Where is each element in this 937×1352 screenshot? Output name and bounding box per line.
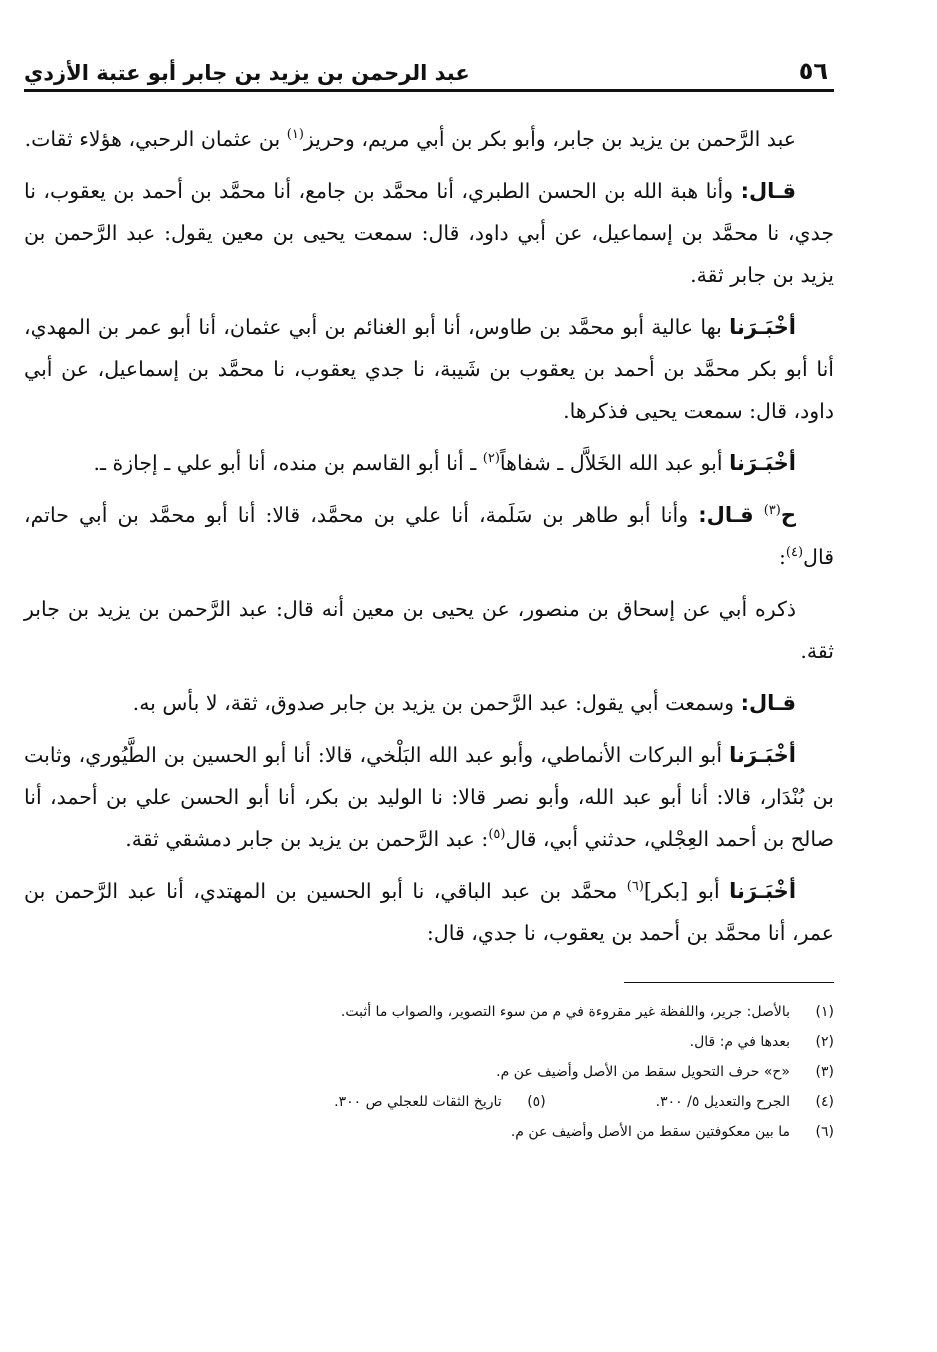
footnote-text: بالأصل: جرير، واللفظة غير مقروءة في م من سوء التصوير، والصواب ما أثبت. [340, 1004, 790, 1020]
paragraph-text: عبد الرَّحمن بن يزيد بن جابر، وأبو بكر بن أبي مريم، وحريز [303, 127, 796, 151]
footnote [24, 1027, 834, 1057]
footnote [24, 1117, 834, 1147]
paragraph-text: وأنا أبو طاهر بن سَلَمة، أنا علي بن محمَّد، قالا: أنا أبو محمَّد بن أبي حاتم، قال [24, 503, 834, 569]
footnote-number: (٥) [527, 1094, 546, 1110]
footnote-number: (٣) [815, 1064, 834, 1080]
paragraph [24, 682, 834, 724]
footnote-text: «ح» حرف التحويل سقط من الأصل وأضيف عن م. [496, 1064, 790, 1080]
main-text [24, 118, 834, 954]
page-header [24, 50, 834, 92]
footnote-text: الجرح والتعديل ٥/ ٣٠٠. [655, 1094, 790, 1110]
footnote-ref: (٢) [482, 451, 500, 467]
footnote-text: بعدها في م: قال. [689, 1034, 790, 1050]
page-number: ٥٦ [798, 57, 828, 85]
paragraph-text: : [778, 545, 786, 569]
paragraph-text: أبو [بكر] [643, 879, 730, 903]
paragraph [24, 870, 834, 954]
paragraph-text: ـ أنا أبو القاسم بن منده، أنا أبو علي ـ إجازة ـ. [93, 451, 483, 475]
paragraph-lead: أخْبَـرَنا [729, 879, 797, 903]
paragraph [24, 306, 834, 432]
footnote-ref: (٥) [488, 827, 506, 843]
paragraph-lead: قـال: [698, 503, 754, 527]
footnote [334, 1087, 546, 1117]
paragraph-lead: أخْبَـرَنا [729, 743, 796, 767]
paragraph [24, 494, 834, 578]
footnote-row [24, 1087, 834, 1117]
footnote [24, 997, 834, 1027]
footnotes [24, 997, 834, 1147]
paragraph-lead: قـال: [740, 691, 796, 715]
paragraph [24, 588, 834, 672]
paragraph-text: أبو البركات الأنماطي، وأبو عبد الله البَلْخي، قالا: أنا أبو الحسين بن الطَّيُوري، وثابت بن بُنْدَار، قالا: أنا أبو عبد الله، وأبو نصر قالا: نا الوليد بن بكر، أنا أبو الحسن علي بن أحمد، أنا صالح بن أحمد العِجْلي، حدثني أبي، قال [24, 743, 834, 851]
paragraph [24, 442, 834, 484]
document-page [24, 50, 834, 1310]
paragraph [24, 118, 834, 160]
paragraph-text: بن عثمان الرحبي، هؤلاء ثقات. [24, 127, 287, 151]
footnote-pair [334, 1087, 834, 1117]
footnote-number: (٤) [815, 1094, 834, 1110]
paragraph [24, 170, 834, 296]
footnote-text: تاريخ الثقات للعجلي ص ٣٠٠. [334, 1094, 502, 1110]
footnote-number: (٢) [815, 1034, 834, 1050]
footnote-ref: (٦) [626, 879, 644, 895]
footnote [24, 1057, 834, 1087]
paragraph-lead: ح [780, 503, 796, 527]
footnote [656, 1087, 834, 1117]
footnote-number: (٦) [815, 1124, 834, 1140]
footnote-divider [624, 982, 834, 983]
paragraph-text: ذكره أبي عن إسحاق بن منصور، عن يحيى بن معين أنه قال: عبد الرَّحمن بن يزيد بن جابر ثقة. [24, 597, 834, 663]
paragraph-lead: قـال: [740, 179, 796, 203]
paragraph-text: محمَّد بن عبد الباقي، نا أبو الحسين بن المهتدي، أنا عبد الرَّحمن بن عمر، أنا محمَّد بن أحمد بن يعقوب، نا جدي، قال: [24, 879, 834, 945]
paragraph-text: أبو عبد الله الخَلاَّل ـ شفاهاً [499, 451, 730, 475]
footnote-number: (١) [815, 1004, 834, 1020]
footnote-text: ما بين معكوفتين سقط من الأصل وأضيف عن م. [510, 1124, 790, 1140]
running-title: عبد الرحمن بن يزيد بن جابر أبو عتبة الأزدي [24, 61, 470, 85]
paragraph-text: : عبد الرَّحمن بن يزيد بن جابر دمشقي ثقة. [125, 827, 489, 851]
paragraph-text: وسمعت أبي يقول: عبد الرَّحمن بن يزيد بن جابر صدوق، ثقة، لا بأس به. [132, 691, 741, 715]
paragraph-text: وأنا هبة الله بن الحسن الطبري، أنا محمَّد بن جامع، أنا محمَّد بن أحمد بن يعقوب، نا جدي، نا محمَّد بن إسماعيل، عن أبي داود، قال: سمعت يحيى بن معين يقول: عبد الرَّحمن بن يزيد بن جابر ثقة. [24, 179, 834, 287]
paragraph [24, 734, 834, 860]
footnote-ref: (٣) [763, 503, 781, 519]
paragraph-text [754, 503, 764, 527]
paragraph-lead: أخْبَـرَنا [729, 315, 796, 339]
paragraph-text: بها عالية أبو محمَّد بن طاوس، أنا أبو الغنائم بن أبي عثمان، أنا أبو عمر بن المهدي، أنا أبو بكر محمَّد بن أحمد بن يعقوب بن شَيبة، نا جدي يعقوب، نا محمَّد بن إسماعيل، عن أبي داود، قال: سمعت يحيى فذكرها. [24, 315, 834, 423]
paragraph-lead: أخْبَـرَنا [729, 451, 796, 475]
footnote-ref: (٤) [785, 545, 804, 561]
footnote-ref: (١) [286, 127, 304, 143]
